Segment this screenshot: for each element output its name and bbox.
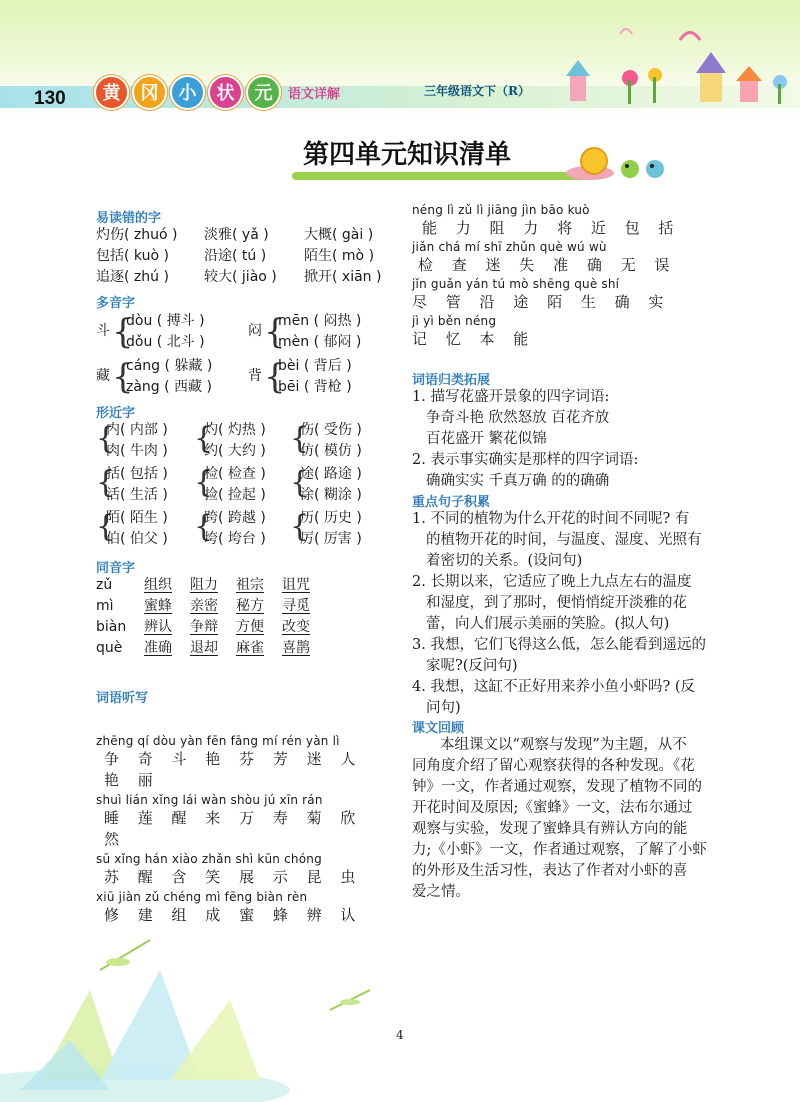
polyphone-char: 藏 [96, 368, 110, 384]
brace: { [290, 465, 310, 500]
section-heading: 多音字 [96, 296, 136, 311]
table-row [96, 596, 310, 617]
similar-item: 跨( 跨越 ) [204, 510, 266, 526]
sentence-list [412, 509, 712, 719]
brand-char: 黄 [94, 75, 129, 110]
hanzi-line: 修 建 组 成 蜜 蜂 辨 认 [104, 906, 363, 924]
list-item: 灼伤( zhuó ) [96, 227, 178, 243]
lotus-illustration [0, 930, 440, 1102]
word: 争辩 [190, 619, 218, 635]
similar-item: 厉( 厉害 ) [300, 531, 362, 547]
pinyin-line: jiǎn chá mí shī zhǔn què wú wù [412, 240, 607, 254]
similar-item: 肉( 牛肉 ) [106, 443, 168, 459]
similar-item: 内( 内部 ) [106, 422, 168, 438]
similar-item: 途( 路途 ) [300, 466, 362, 482]
easy-wrong-list [96, 225, 396, 288]
book-title: 三年级语文下（R） [424, 84, 530, 98]
brace: { [194, 509, 214, 544]
similar-item: 垮( 垮台 ) [204, 531, 266, 547]
word: 亲密 [190, 598, 218, 614]
section-heading: 同音字 [96, 561, 136, 576]
sentence-line: 3. 我想，它们飞得这么低，怎么能看到遥远的 [412, 637, 706, 653]
similar-item: 括( 包括 ) [106, 466, 168, 482]
polyphone-reading: zàng ( 西藏 ) [126, 379, 212, 395]
list-row [96, 267, 396, 288]
polyphone-char: 背 [248, 368, 262, 384]
similar-item: 捡( 捡起 ) [204, 487, 266, 503]
list-item: 争奇斗艳 欣然怒放 百花齐放 [426, 410, 610, 426]
hanzi-line: 苏 醒 含 笑 展 示 昆 虫 [104, 868, 363, 886]
list-item: 确确实实 千真万确 的的确确 [426, 473, 610, 489]
list-row [96, 246, 396, 267]
similar-item: 活( 生活 ) [106, 487, 168, 503]
polyphone-reading: dǒu ( 北斗 ) [126, 334, 205, 350]
brace: { [264, 312, 286, 352]
similar-item: 历( 历史 ) [300, 510, 362, 526]
polyphone-reading: mèn ( 郁闷 ) [278, 334, 362, 350]
word: 麻雀 [236, 640, 264, 656]
sentence-line: 1. 不同的植物为什么开花的时间不同呢? 有 [412, 511, 690, 527]
review-line: 爱之情。 [412, 884, 470, 900]
word: 诅咒 [282, 577, 310, 593]
sentence-line: 的植物开花的时间，与温度、湿度、光照有 [426, 532, 702, 548]
word: 祖宗 [236, 577, 264, 593]
list-item: 百花盛开 繁花似锦 [426, 431, 547, 447]
polyphone-reading: dòu ( 搏斗 ) [126, 313, 205, 329]
list-item: 大概( gài ) [304, 227, 374, 243]
list-item: 1. 描写花盛开景象的四字词语: [412, 389, 610, 405]
word: 秘方 [236, 598, 264, 614]
review-line: 本组课文以“观察与发现”为主题，从不 [440, 737, 687, 753]
review-line: 力;《小虾》一文，作者通过观察，了解了小虾 [412, 842, 707, 858]
list-item: 掀开( xiān ) [304, 269, 382, 285]
hanzi-line: 尽 管 沿 途 陌 生 确 实 [412, 293, 671, 311]
list-item: 2. 表示事实确实是那样的四字词语: [412, 452, 639, 468]
review-line: 同角度介绍了留心观察获得的各种发现。《花 [412, 758, 695, 774]
word: 退却 [190, 640, 218, 656]
similar-item: 伤( 受伤 ) [300, 422, 362, 438]
similar-item: 陌( 陌生 ) [106, 510, 168, 526]
review-line: 钟》一文，作者通过观察，发现了植物不同的 [412, 779, 702, 795]
section-heading: 词语归类拓展 [412, 373, 491, 388]
snail-icon [560, 135, 680, 185]
brand-logo [94, 72, 340, 112]
list-item: 较大( jiào ) [204, 269, 277, 285]
pinyin-line: jǐn guǎn yán tú mò shēng què shí [412, 277, 620, 291]
word: 辨认 [144, 619, 172, 635]
word: 改变 [282, 619, 310, 635]
hanzi-line: 检 查 迷 失 准 确 无 误 [418, 256, 677, 274]
polyphone-reading: mēn ( 闷热 ) [278, 313, 362, 329]
review-line: 的外形及生活习性，表达了作者对小虾的喜 [412, 863, 688, 879]
hanzi-line: 能 力 阻 力 将 近 包 括 [422, 219, 681, 237]
pinyin: zǔ [96, 577, 113, 593]
page-number: 130 [34, 88, 66, 109]
brace: { [96, 509, 116, 544]
pinyin-line: zhēng qí dòu yàn fēn fāng mí rén yàn lì [96, 734, 340, 748]
similar-item: 仿( 模仿 ) [300, 443, 362, 459]
dictation-left [96, 734, 396, 925]
brand-char: 小 [170, 75, 205, 110]
section-heading: 易读错的字 [96, 211, 162, 226]
word-ext-list [412, 387, 712, 492]
word: 阻力 [190, 577, 218, 593]
brace: { [96, 465, 116, 500]
review-paragraph [412, 735, 712, 903]
table-row [96, 575, 310, 596]
pinyin-line: néng lì zǔ lì jiāng jìn bāo kuò [412, 203, 590, 217]
word: 寻觅 [282, 598, 310, 614]
title-underline [292, 172, 592, 180]
brace: { [96, 421, 116, 456]
polyphone-reading: bèi ( 背后 ) [278, 358, 352, 374]
sentence-line: 和湿度，到了那时，便悄悄绽开淡雅的花 [426, 595, 687, 611]
section-heading: 重点句子积累 [412, 495, 491, 510]
review-line: 开花时间及原因;《蜜蜂》一文，法布尔通过 [412, 800, 693, 816]
word: 喜鹊 [282, 640, 310, 656]
pinyin-line: jì yì běn néng [412, 314, 497, 328]
brace: { [112, 312, 134, 352]
brand-char: 冈 [132, 75, 167, 110]
hanzi-line: 争 奇 斗 艳 芬 芳 迷 人 艳 丽 [104, 750, 363, 789]
list-item: 包括( kuò ) [96, 248, 169, 264]
word: 方便 [236, 619, 264, 635]
unit-title: 第四单元知识清单 [302, 140, 511, 170]
polyphone-reading: bēi ( 背枪 ) [278, 379, 352, 395]
pinyin: biàn [96, 619, 127, 635]
sentence-line: 4. 我想，这缸不正好用来养小鱼小虾吗? (反 [412, 679, 695, 695]
footer-page-number: 4 [396, 1028, 404, 1042]
list-item: 淡雅( yǎ ) [204, 227, 269, 243]
similar-item: 涂( 糊涂 ) [300, 487, 362, 503]
table-row [96, 638, 310, 659]
polyphone-char: 斗 [96, 323, 110, 339]
word: 蜜蜂 [144, 598, 172, 614]
list-item: 追逐( zhú ) [96, 269, 169, 285]
similar-item: 灼( 灼热 ) [204, 422, 266, 438]
pinyin-line: sū xǐng hán xiào zhǎn shì kūn chóng [96, 852, 322, 866]
pinyin-line: shuì lián xǐng lái wàn shòu jú xīn rán [96, 793, 323, 807]
word: 准确 [144, 640, 172, 656]
brand-subtitle: 语文详解 [288, 86, 341, 102]
similar-item: 伯( 伯父 ) [106, 531, 168, 547]
similar-item: 约( 大约 ) [204, 443, 266, 459]
polyphone-char: 闷 [248, 323, 262, 339]
homophone-table [96, 575, 310, 659]
pinyin: mì [96, 598, 114, 614]
brand-char: 状 [208, 75, 243, 110]
sentence-line: 问句) [426, 700, 461, 716]
word: 组织 [144, 577, 172, 593]
brace: { [194, 421, 214, 456]
hanzi-line: 记 忆 本 能 [412, 330, 536, 348]
brand-char: 元 [246, 75, 281, 110]
polyphone-reading: cáng ( 躲藏 ) [126, 358, 213, 374]
list-item: 沿途( tú ) [204, 248, 267, 264]
pinyin-line: xiū jiàn zǔ chéng mì fēng biàn rèn [96, 890, 308, 904]
brace: { [290, 421, 310, 456]
dictation-right [412, 203, 712, 349]
sentence-line: 蕾，向人们展示美丽的笑脸。(拟人句) [426, 616, 670, 632]
section-heading: 课文回顾 [412, 721, 465, 736]
review-line: 观察与实验，发现了蜜蜂具有辨认方向的能 [412, 821, 688, 837]
list-item: 陌生( mò ) [304, 248, 375, 264]
list-row [96, 225, 396, 246]
similar-item: 检( 检查 ) [204, 466, 266, 482]
similar-grid [96, 420, 396, 550]
sentence-line: 2. 长期以来，它适应了晚上九点左右的温度 [412, 574, 692, 590]
section-heading: 词语听写 [96, 691, 149, 706]
brace: { [264, 357, 286, 397]
hanzi-line: 睡 莲 醒 来 万 寿 菊 欣 然 [104, 809, 363, 848]
section-heading: 形近字 [96, 406, 136, 421]
pinyin: què [96, 640, 123, 656]
brace: { [194, 465, 214, 500]
sentence-line: 着密切的关系。(设问句) [426, 553, 583, 569]
brace: { [290, 509, 310, 544]
table-row [96, 617, 310, 638]
brace: { [112, 357, 134, 397]
houses-illustration [560, 20, 800, 110]
sentence-line: 家呢?(反问句) [426, 658, 518, 674]
